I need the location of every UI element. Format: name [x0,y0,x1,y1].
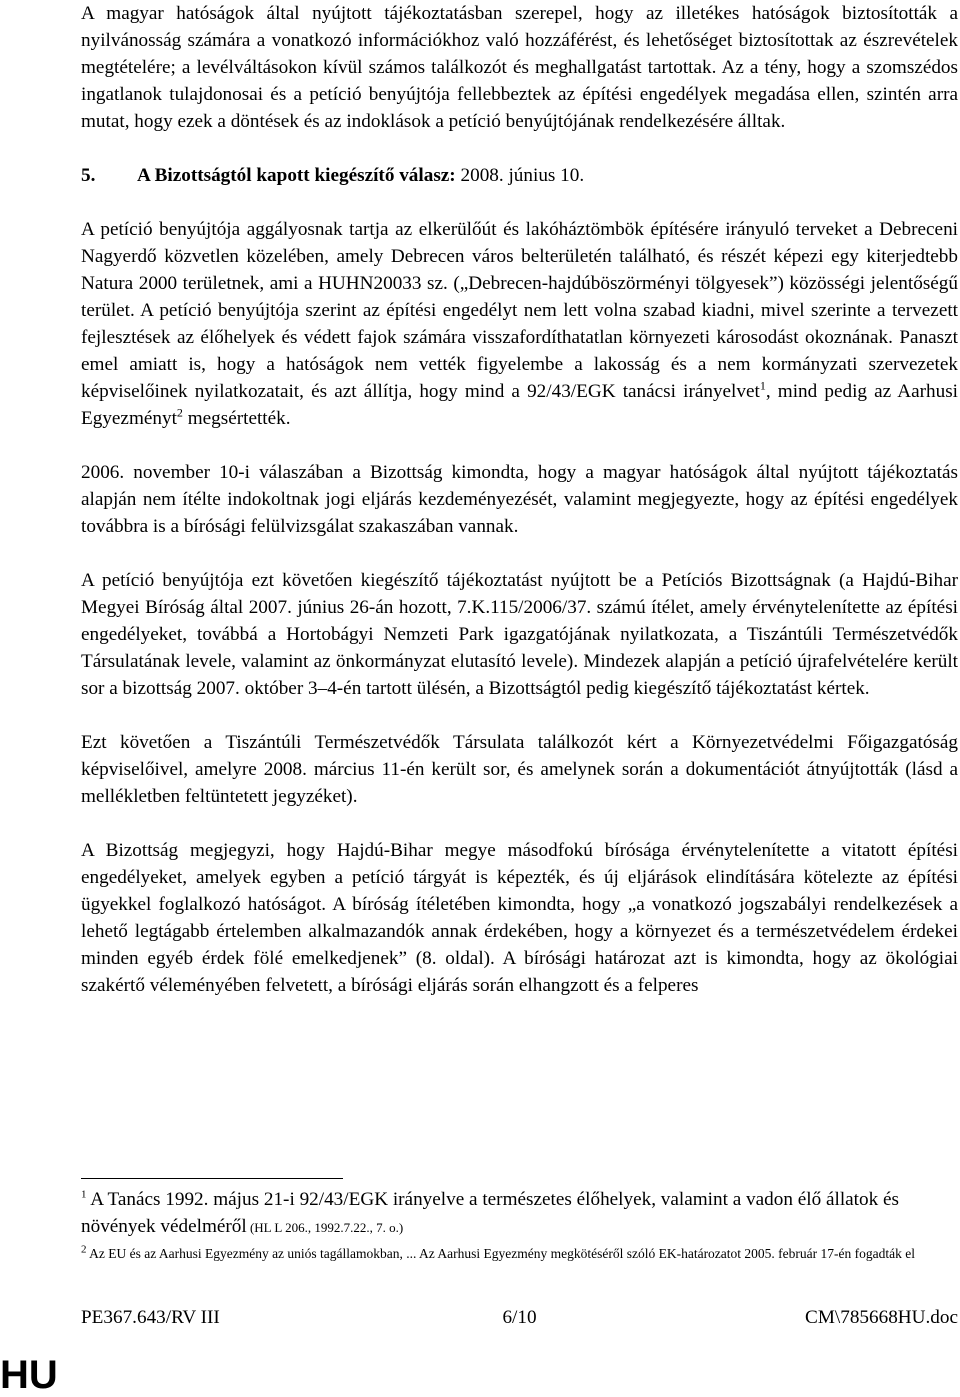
paragraph-additional-info: A petíció benyújtója ezt követően kiegészítő tájékoztatást nyújtott be a Petíciós Bizottságnak (a Hajdú-Bihar Megyei Bíróság által 2007. június 26-án hozott, 7.K.115/2006/37. számú ítélet, amely érvénytelenítette az építési engedélyeket, továbbá a Hortobágyi Nemzeti Park igazgatójának nyilatkozata, a Tiszántúli Természetvédők Társulatának levele, valamint az önkormányzat elutasító levele). Mindezek alapján a petíció újrafelvételére került sor a bizottság 2007. október 3–4-én tartott ülésén, a Bizottságtól pedig kiegészítő tájékoztatást kértek. [81,570,958,699]
document-reference: PE367.643/RV III [81,1307,220,1328]
footnote-ref-2: 2 [176,405,183,420]
paragraph-court-ruling: A Bizottság megjegyzi, hogy Hajdú-Bihar megye másodfokú bírósága érvénytelenítette a vitatott építési engedélyeket, amelyek egyben a petíció tárgyát is képezték, és új eljárások elindítására kötelezte az építési ügyekkel foglalkozó hatóságot. A bíróság ítéletében kimondta, hogy „a vonatkozó jogszabályi rendelkezések a lehető legtágabb értelemben alkalmazandók annak érdekében, hogy a környezet és a természetvédelem érdekei minden egyéb érdek fölé emelkedjenek” (8. oldal). A bírósági határozat azt is kimondta, hogy az ökológiai szakértő véleményében felvetett, a bírósági eljárás során elhangzott és a felperes [81,840,958,996]
footnote-2: $^2$ Az EU és az Aarhusi Egyezmény az uniós tagállamokban, ... Az Aarhusi Egyezmény megkötéséről szóló EK-határozatot 2005. február 17-én fogadták el [81,1243,915,1261]
paragraph-petition-concerns: A petíció benyújtója aggályosnak tartja az elkerülőút és lakóháztömbök építésére irányuló terveket a Debreceni Nagyerdő közvetlen közelében, amely Debrecen város belterületén található, és részét képezi egy kiterjedtebb Natura 2000 területnek, ami a HUHN20033 sz. („Debrecen-hajdúböszörményi tölgyesek”) közösségi jelentőségű terület. A petíció benyújtója szerint az építési engedélyt nem lett volna szabad kiadni, mivel szerinte a tervezett fejlesztések az élőhelyek és védett fajok számára visszafordíthatatlan környezeti károsodást okoznának. Panaszt emel amiatt is, hogy a hatóságok nem vették figyelembe a lakosság és a nem kormányzati szervezetek képviselőinek nyilatkozatait, és azt állítja, hogy mind a 92/43/EGK tanácsi irányelvet$^1$, mind pedig az Aarhusi Egyezményt$^2$ megsértették. [81,219,959,429]
document-body [81,0,958,999]
paragraph-meeting-2008: Ezt követően a Tiszántúli Természetvédők Társulata találkozót kért a Környezetvédelmi Főigazgatóság képviselőivel, amelyre 2008. március 11-én került sor, és amelynek során a dokumentációt átnyújtották (lásd a mellékletben feltüntetett jegyzéket). [81,732,958,807]
footnote-1: $^1$ A Tanács 1992. május 21-i 92/43/EGK irányelve a természetes élőhelyek, valamint a vadon élő állatok és növények védelméről (HL L 206., 1992.7.22., 7. o.) [81,1188,899,1237]
footnote-ref-1: 1 [759,378,766,393]
paragraph-intro: A magyar hatóságok által nyújtott tájékoztatásban szerepel, hogy az illetékes hatóságok biztosították a nyilvánosság számára a vonatkozó információkhoz való hozzáférést, és lehetőséget biztosítottak az észrevételek megtételére; a levélváltásokon kívül számos találkozót és meghallgatást tartottak. Az a tény, hogy a szomszédos ingatlanok tulajdonosai és a petíció benyújtója fellebbeztek az építési engedélyek megadása ellen, szintén arra mutat, hogy ezek a döntések és az indoklások a petíció benyújtójának rendelkezésére álltak. [81,3,958,132]
footnote-separator [81,1178,343,1179]
section-number: 5. [81,165,96,186]
page-number: 6/10 [502,1307,537,1328]
paragraph-commission-2006: 2006. november 10-i válaszában a Bizottság kimondta, hogy a magyar hatóságok által nyújtott tájékoztatás alapján nem ítélte indokoltnak jogi eljárás kezdeményezését, valamint megjegyezte, hogy az építési engedélyek továbbra is a bírósági felülvizsgálat szakaszában vannak. [81,462,958,537]
section-title: A Bizottságtól kapott kiegészítő válasz: [137,165,456,186]
page-footer [81,1304,958,1331]
file-name: CM\785668HU.doc [805,1307,958,1328]
section-heading [81,162,958,189]
language-code: HU [0,1353,58,1397]
footnotes [81,1186,958,1263]
section-date: 2008. június 10. [455,165,585,186]
